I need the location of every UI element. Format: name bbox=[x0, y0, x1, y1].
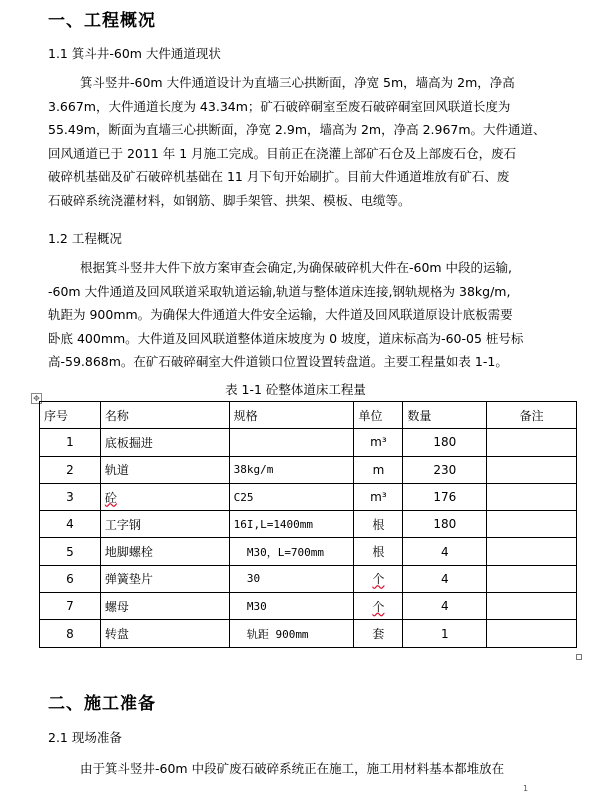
quantity-table bbox=[39, 401, 577, 648]
header-qty: 数量 bbox=[403, 402, 487, 429]
paragraph-line: 卧底 400mm。大件道及回风联道整体道床坡度为 0 坡度，道床标高为-60-05 桩号标 bbox=[48, 330, 524, 346]
table-row bbox=[40, 620, 577, 647]
cell-unit: m bbox=[354, 456, 403, 483]
section-1-1-paragraph bbox=[48, 71, 558, 212]
cell-no: 4 bbox=[40, 511, 101, 538]
cell-unit bbox=[354, 593, 403, 620]
cell-no: 8 bbox=[40, 620, 101, 647]
cell-note bbox=[487, 483, 577, 510]
table-row bbox=[40, 538, 577, 565]
header-unit: 单位 bbox=[354, 402, 403, 429]
section-1-2-heading: 1.2 工程概况 bbox=[48, 231, 122, 246]
header-no: 序号 bbox=[40, 402, 101, 429]
section-1-title: 一、工程概况 bbox=[48, 11, 156, 31]
header-name: 名称 bbox=[100, 402, 229, 429]
cell-spec: 16I,L=1400mm bbox=[229, 511, 354, 538]
table-row bbox=[40, 511, 577, 538]
table-row bbox=[40, 456, 577, 483]
cell-note bbox=[487, 620, 577, 647]
cell-note bbox=[487, 593, 577, 620]
cell-qty: 4 bbox=[403, 593, 487, 620]
cell-name: 工字钢 bbox=[100, 511, 229, 538]
section-2-1-heading: 2.1 现场准备 bbox=[48, 730, 122, 745]
cell-no: 3 bbox=[40, 483, 101, 510]
paragraph-line: 根据箕斗竖井大件下放方案审查会确定,为确保破碎机大件在-60m 中段的运输, bbox=[80, 260, 513, 275]
paragraph-line: 回风通道已于 2011 年 1 月施工完成。目前正在浇灌上部矿石仓及上部废石仓，废石 bbox=[48, 145, 517, 161]
cell-spec: M30，L=700mm bbox=[229, 538, 354, 565]
cell-no: 2 bbox=[40, 456, 101, 483]
cell-qty: 176 bbox=[403, 483, 487, 510]
cell-unit: m³ bbox=[354, 483, 403, 510]
table-header-row bbox=[40, 402, 577, 429]
cell-unit-text: 个 bbox=[372, 572, 385, 587]
cell-unit: m³ bbox=[354, 429, 403, 456]
table-row bbox=[40, 593, 577, 620]
cell-name: 螺母 bbox=[100, 593, 229, 620]
table-row bbox=[40, 483, 577, 510]
section-1-1-heading: 1.1 箕斗井-60m 大件通道现状 bbox=[48, 46, 221, 61]
cell-name: 转盘 bbox=[100, 620, 229, 647]
cell-qty: 230 bbox=[403, 456, 487, 483]
cell-qty: 4 bbox=[403, 565, 487, 592]
section-1-2-paragraph bbox=[48, 256, 558, 374]
cell-qty: 1 bbox=[403, 620, 487, 647]
cell-no: 7 bbox=[40, 593, 101, 620]
cell-unit: 根 bbox=[354, 511, 403, 538]
cell-name: 轨道 bbox=[100, 456, 229, 483]
cell-name: 地脚螺栓 bbox=[100, 538, 229, 565]
paragraph-line: 由于箕斗竖井-60m 中段矿废石破碎系统正在施工，施工用材料基本都堆放在 bbox=[80, 761, 505, 776]
header-note: 备注 bbox=[487, 402, 577, 429]
cell-note bbox=[487, 511, 577, 538]
table-caption: 表 1-1 砼整体道床工程量 bbox=[225, 382, 366, 397]
paragraph-line: 55.49m，断面为直墙三心拱断面，净宽 2.9m，墙高为 2m，净高 2.967m。大件通道、 bbox=[48, 122, 546, 137]
cell-spec bbox=[229, 429, 354, 456]
cell-no: 6 bbox=[40, 565, 101, 592]
cell-unit: 套 bbox=[354, 620, 403, 647]
cell-qty: 180 bbox=[403, 429, 487, 456]
cell-spec: C25 bbox=[229, 483, 354, 510]
cell-spec: 38kg/m bbox=[229, 456, 354, 483]
page-number: 1 bbox=[523, 784, 529, 793]
cell-spec: 轨距 900mm bbox=[229, 620, 354, 647]
cell-no: 1 bbox=[40, 429, 101, 456]
cell-spec: M30 bbox=[229, 593, 354, 620]
table-row bbox=[40, 429, 577, 456]
paragraph-line: 高-59.868m。在矿石破碎硐室大件道锁口位置设置转盘道。主要工程量如表 1-1。 bbox=[48, 354, 508, 369]
cell-spec: 30 bbox=[229, 565, 354, 592]
paragraph-line: 破碎机基础及矿石破碎机基础在 11 月下旬开始刷扩。目前大件通道堆放有矿石、废 bbox=[48, 169, 510, 184]
cell-qty: 180 bbox=[403, 511, 487, 538]
paragraph-line: 轨距为 900mm。为确保大件通道大件安全运输，大件道及回风联道原设计底板需要 bbox=[48, 307, 513, 322]
cell-unit: 根 bbox=[354, 538, 403, 565]
table-row bbox=[40, 565, 577, 592]
paragraph-line: 石破碎系统浇灌材料，如钢筋、脚手架管、拱架、模板、电缆等。 bbox=[48, 192, 411, 208]
cell-name-text: 砼 bbox=[104, 490, 117, 505]
cell-note bbox=[487, 565, 577, 592]
cell-note bbox=[487, 429, 577, 456]
cell-name: 底板掘进 bbox=[100, 429, 229, 456]
paragraph-line: 箕斗竖井-60m 大件通道设计为直墙三心拱断面，净宽 5m，墙高为 2m，净高 bbox=[80, 75, 515, 90]
table-move-handle-icon[interactable]: ✥ bbox=[31, 393, 42, 404]
cell-name bbox=[100, 483, 229, 510]
header-spec: 规格 bbox=[229, 402, 354, 429]
cell-unit bbox=[354, 565, 403, 592]
cell-name: 弹簧垫片 bbox=[100, 565, 229, 592]
paragraph-line: -60m 大件通道及回风联道采取轨道运输,轨道与整体道床连接,钢轨规格为 38kg/m, bbox=[48, 283, 511, 299]
table-resize-handle[interactable] bbox=[576, 654, 582, 660]
cell-qty: 4 bbox=[403, 538, 487, 565]
cell-note bbox=[487, 538, 577, 565]
paragraph-line: 3.667m，大件通道长度为 43.34m；矿石破碎硐室至废石破碎硐室回风联道长度为 bbox=[48, 98, 511, 114]
section-2-title: 二、施工准备 bbox=[48, 694, 156, 714]
cell-note bbox=[487, 456, 577, 483]
cell-unit-text: 个 bbox=[372, 599, 385, 614]
section-2-1-paragraph bbox=[48, 757, 558, 781]
cell-no: 5 bbox=[40, 538, 101, 565]
